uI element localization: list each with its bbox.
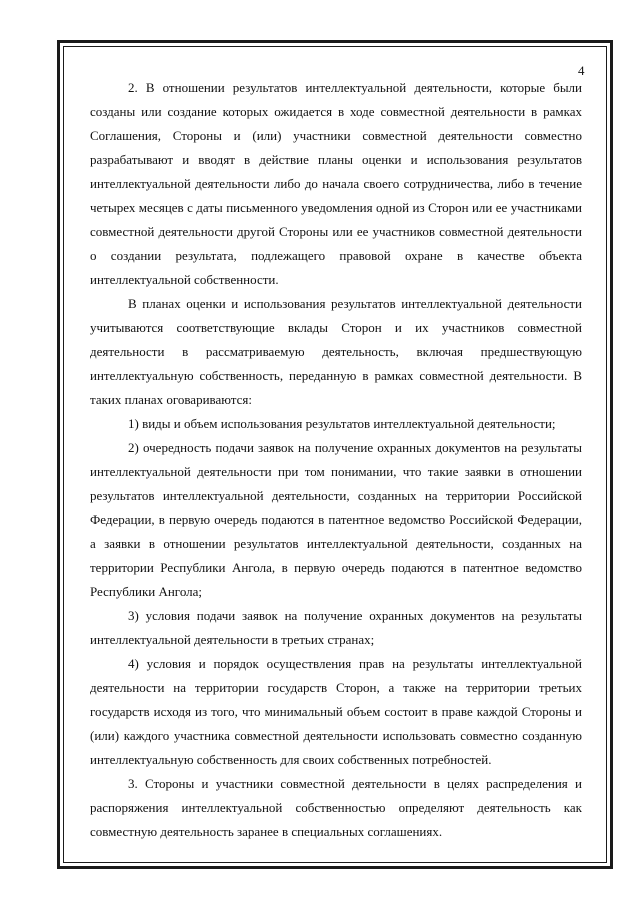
paragraph-clause-2: 2. В отношении результатов интеллектуальной деятельности, которые были созданы или создание которых ожидается в ходе совместной деятельности в рамках Соглашения, Стороны и (или) участники совместной деятельности совместно разрабатывают и вводят в действие планы оценки и использования результатов интеллектуальной деятельности либо до начала своего сотрудничества, либо в течение четырех месяцев с даты письменного уведомления одной из Сторон или ее участниками совместной деятельности другой Стороны или ее участников совместной деятельности о создании результата, подлежащего правовой охране в качестве объекта интеллектуальной собственности. [90,80,582,287]
list-item-3: 3) условия подачи заявок на получение охранных документов на результаты интеллектуальной деятельности в третьих странах; [90,608,582,647]
list-item-1: 1) виды и объем использования результатов интеллектуальной деятельности; [128,416,556,431]
list-item-2: 2) очередность подачи заявок на получение охранных документов на результаты интеллектуальной деятельности при том понимании, что такие заявки в отношении результатов интеллектуальной деятельности, созданных на территории Российской Федерации, в первую очередь подаются в патентное ведомство Российской Федерации, а заявки в отношении результатов интеллектуальной деятельности, созданных на территории Республики Ангола, в первую очередь подаются в патентное ведомство Республики Ангола; [90,440,582,599]
page-number: 4 [578,63,585,78]
paragraph-clause-3: 3. Стороны и участники совместной деятельности в целях распределения и распоряжения интеллектуальной собственностью определяют деятельность как совместную деятельность заранее в специальных соглашениях. [90,776,582,839]
list-item-4: 4) условия и порядок осуществления прав на результаты интеллектуальной деятельности на территории государств Сторон, а также на территории третьих государств исходя из того, что минимальный объем состоит в праве каждой Стороны и (или) каждого участника совместной деятельности использовать совместно созданную интеллектуальную собственность для своих собственных потребностей. [90,656,582,767]
document-body [90,76,582,844]
paragraph-plans: В планах оценки и использования результатов интеллектуальной деятельности учитываются соответствующие вклады Сторон и их участников совместной деятельности в рассматриваемую деятельность, включая предшествующую интеллектуальную собственность, переданную в рамках совместной деятельности. В таких планах оговариваются: [90,296,582,407]
